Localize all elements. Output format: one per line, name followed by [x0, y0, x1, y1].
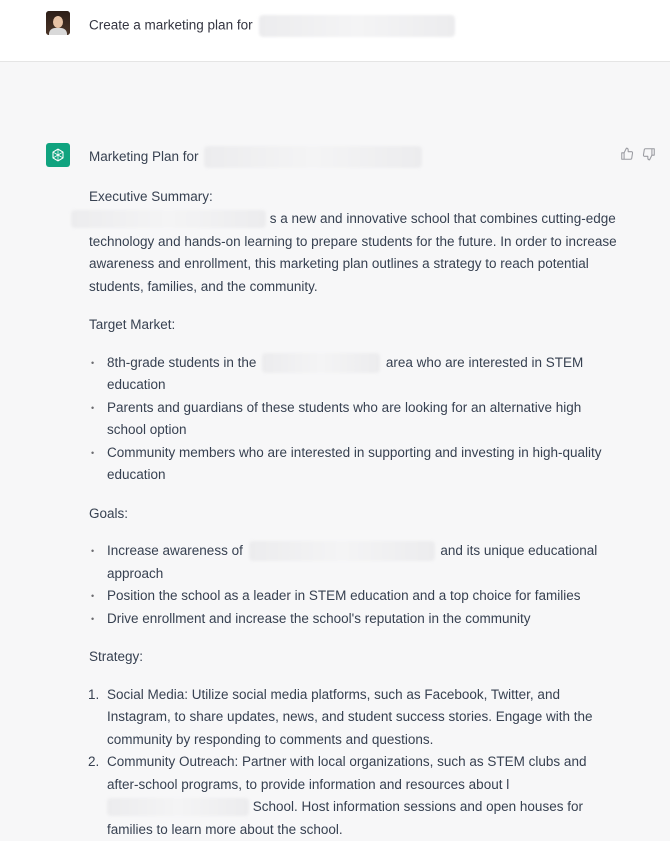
- thumbs-up-icon[interactable]: [619, 146, 635, 162]
- strategy-item-2-start: Community Outreach: Partner with local organizations, such as STEM clubs and after-school programs, to provide information and resources about l: [107, 754, 586, 792]
- list-item: • Parents and guardians of these students who are looking for an alternative high school option: [89, 397, 619, 442]
- response-title: [89, 146, 619, 169]
- goals-heading: Goals:: [89, 503, 619, 526]
- executive-summary-heading: Executive Summary:: [89, 186, 619, 209]
- response-title-text: Marketing Plan for: [89, 149, 199, 164]
- redacted-school-name: [71, 210, 266, 228]
- list-item: [89, 751, 619, 841]
- user-message-row: [0, 0, 670, 62]
- redacted-school-name: [204, 146, 422, 168]
- goals-item-1-start: Increase awareness of: [107, 543, 243, 558]
- executive-summary-text: [89, 208, 619, 298]
- list-item: • Position the school as a leader in STEM education and a top choice for families: [89, 585, 619, 608]
- redacted-school-name: [249, 541, 435, 561]
- executive-summary-body: s a new and innovative school that combines cutting-edge technology and hands-on learning to prepare students for the future. In order to increase awareness and enrollment, this marketing plan outlines a strategy to reach potential students, families, and the community.: [89, 211, 617, 294]
- target-market-item-1-start: 8th-grade students in the: [107, 355, 256, 370]
- redacted-school-name: [259, 15, 455, 37]
- redacted-area-name: [262, 353, 380, 373]
- target-market-list: [89, 352, 619, 487]
- strategy-item-1-text: Social Media: Utilize social media platforms, such as Facebook, Twitter, and Instagram, to share updates, news, and student success stories. Engage with the community by responding to comments and questions.: [107, 687, 593, 747]
- goals-list: [89, 540, 619, 630]
- strategy-list: [89, 684, 619, 841]
- assistant-response: [89, 146, 619, 841]
- user-message: [89, 15, 455, 37]
- list-number: 2.: [88, 751, 99, 774]
- openai-logo-icon: [46, 143, 70, 167]
- list-item: [89, 684, 619, 752]
- target-market-heading: Target Market:: [89, 314, 619, 337]
- goals-item-1-end: and its unique educational approach: [107, 543, 597, 581]
- strategy-heading: Strategy:: [89, 646, 619, 669]
- list-item: [89, 352, 619, 397]
- list-item: • Community members who are interested in supporting and investing in high-quality education: [89, 442, 619, 487]
- list-item: • Drive enrollment and increase the school's reputation in the community: [89, 608, 619, 631]
- list-number: 1.: [88, 684, 99, 707]
- user-message-text: Create a marketing plan for: [89, 18, 253, 33]
- redacted-school-name: [107, 798, 249, 816]
- strategy-item-2-end: School. Host information sessions and open houses for families to learn more about the school.: [107, 799, 583, 837]
- target-market-item-1-end: area who are interested in STEM education: [107, 355, 583, 393]
- thumbs-down-icon[interactable]: [641, 146, 657, 162]
- user-avatar: [46, 11, 70, 35]
- list-item: [89, 540, 619, 585]
